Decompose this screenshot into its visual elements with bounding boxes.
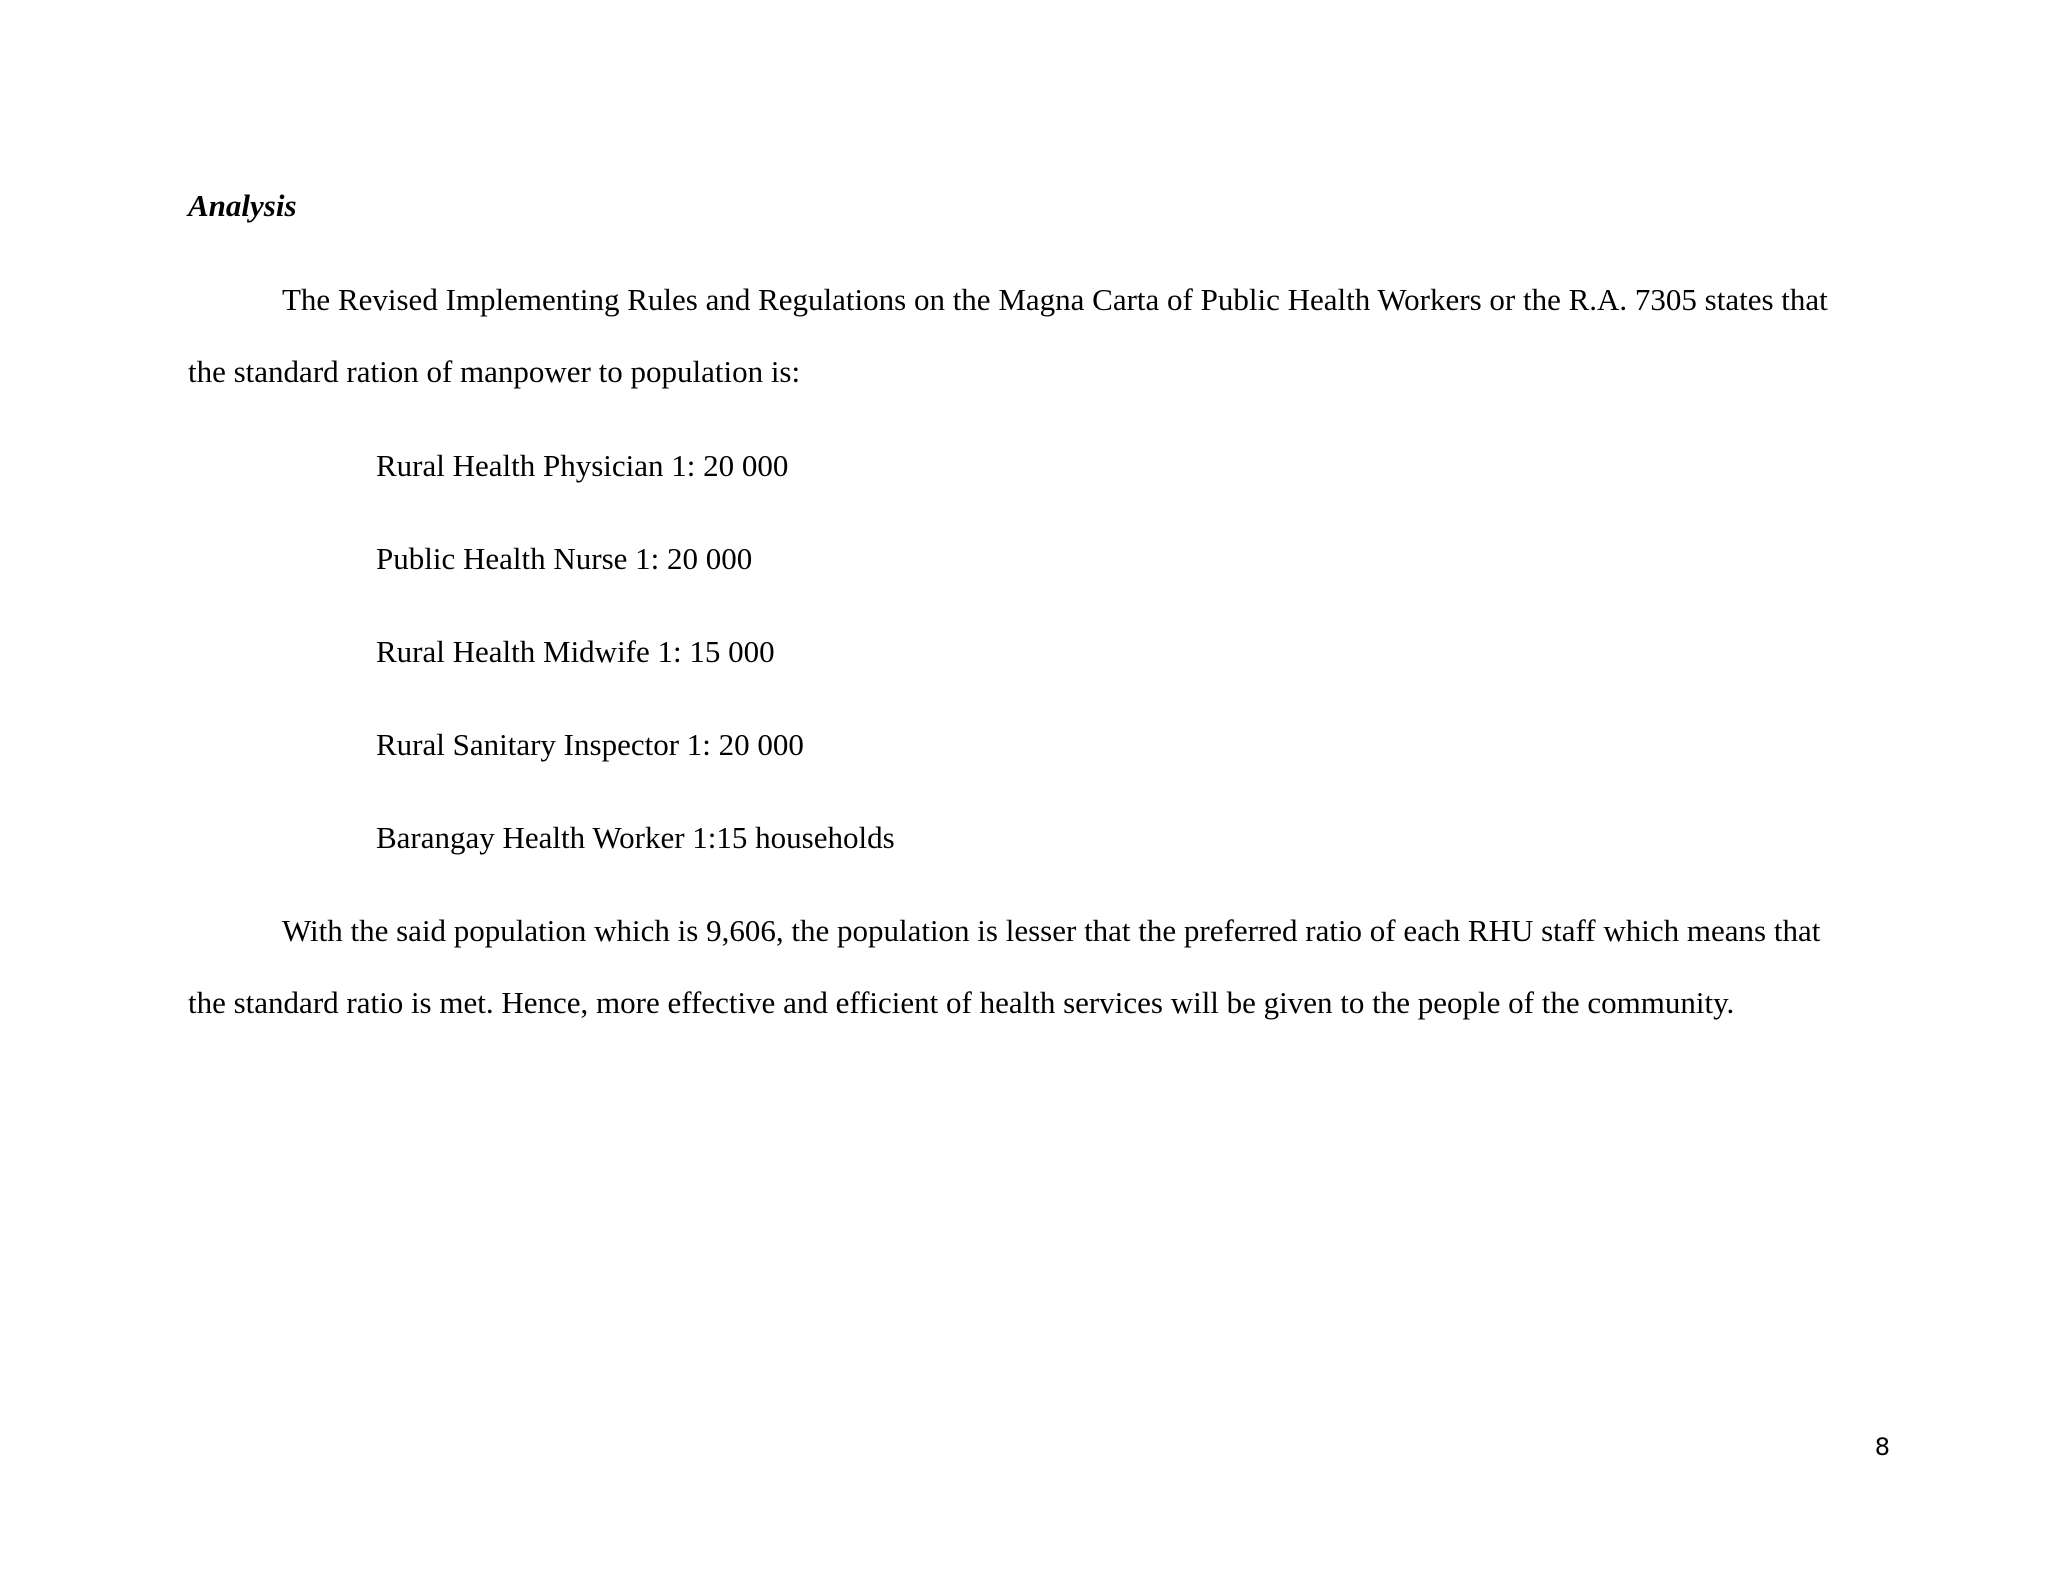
paragraph-2-line-2: the standard ratio is met. Hence, more effective and efficient of health services will be given to the people of the community. xyxy=(188,985,1735,1020)
ratio-item-nurse: Public Health Nurse 1: 20 000 xyxy=(376,541,753,576)
ratio-item-sanitary-inspector: Rural Sanitary Inspector 1: 20 000 xyxy=(376,727,804,762)
paragraph-2-line-1: With the said population which is 9,606, the population is lesser that the preferred ratio of each RHU staff which means that xyxy=(282,913,1821,948)
page-number: 8 xyxy=(1874,1433,1890,1461)
paragraph-1-line-2: the standard ration of manpower to population is: xyxy=(188,354,801,389)
section-heading: Analysis xyxy=(188,188,297,223)
paragraph-1-line-1: The Revised Implementing Rules and Regulations on the Magna Carta of Public Health Workers or the R.A. 7305 states that xyxy=(282,282,1828,317)
ratio-item-midwife: Rural Health Midwife 1: 15 000 xyxy=(376,634,775,669)
ratio-item-physician: Rural Health Physician 1: 20 000 xyxy=(376,448,789,483)
ratio-item-barangay-health-worker: Barangay Health Worker 1:15 households xyxy=(376,820,895,855)
